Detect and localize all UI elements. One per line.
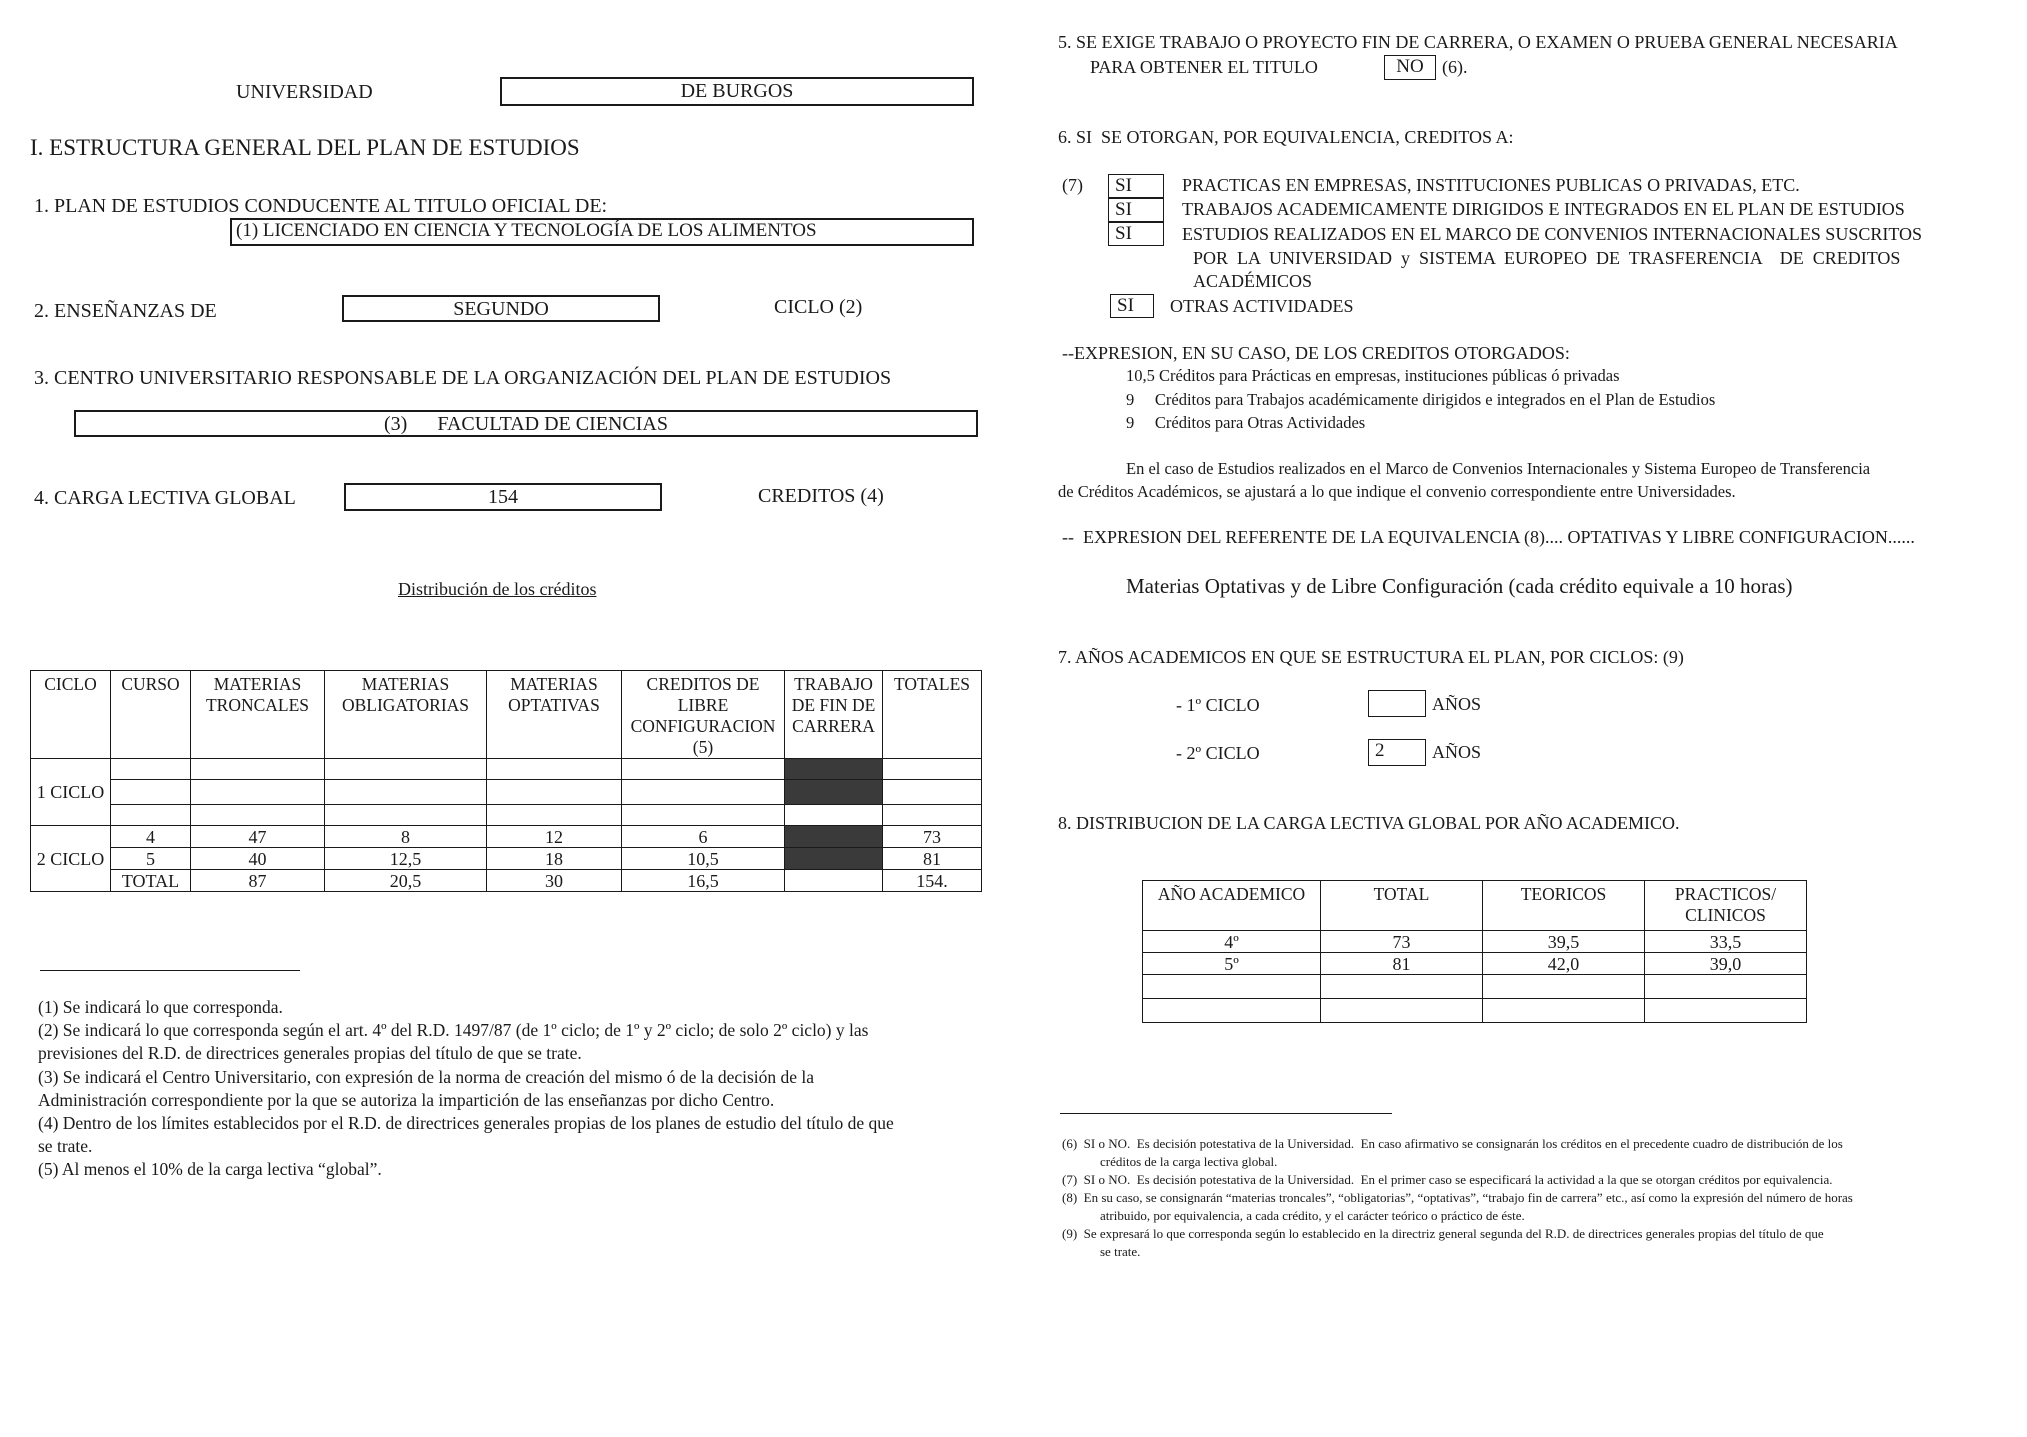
option-text: OTRAS ACTIVIDADES — [1170, 296, 1354, 316]
expresion-item: 9 Créditos para Trabajos académicamente dirigidos e integrados en el Plan de Estudios — [1126, 390, 1716, 409]
ciclo1-label: - 1º CICLO — [1176, 695, 1260, 715]
header-cell: MATERIAS OBLIGATORIAS — [325, 671, 487, 759]
table-cell: 12 — [487, 826, 622, 848]
item5-box: NO — [1384, 55, 1436, 80]
table-cell: 42,0 — [1483, 953, 1645, 975]
item1-label: 1. PLAN DE ESTUDIOS CONDUCENTE AL TITULO OFICIAL DE: — [34, 195, 608, 217]
expresion-item: 10,5 Créditos para Prácticas en empresas, instituciones públicas ó privadas — [1126, 366, 1620, 385]
table-header-row — [31, 671, 982, 759]
table-cell: 81 — [883, 848, 982, 870]
table-cell — [1321, 999, 1483, 1023]
ensenanzas-field: SEGUNDO — [342, 295, 660, 322]
table-cell — [1143, 975, 1321, 999]
table-row — [1143, 975, 1807, 999]
distribucion-title: Distribución de los créditos — [398, 579, 597, 599]
table-cell — [1483, 975, 1645, 999]
item4-suffix: CREDITOS (4) — [758, 485, 884, 507]
item2-label: 2. ENSEÑANZAS DE — [34, 300, 217, 322]
anos-label: AÑOS — [1432, 694, 1482, 714]
centro-field: (3) FACULTAD DE CIENCIAS — [74, 410, 978, 437]
footnote: (1) Se indicará lo que corresponda. — [38, 997, 283, 1017]
header-cell: TOTALES — [883, 671, 982, 759]
item5-line2: PARA OBTENER EL TITULO — [1090, 57, 1318, 77]
footnote: (6) SI o NO. Es decisión potestativa de la Universidad. En caso afirmativo se consignarán los créditos en el precedente cuadro de distribución de los — [1062, 1136, 1843, 1151]
table-cell: 10,5 — [622, 848, 785, 870]
header-cell: TOTAL — [1321, 881, 1483, 931]
titulo-field: (1) LICENCIADO EN CIENCIA Y TECNOLOGÍA DE LOS ALIMENTOS — [230, 218, 974, 246]
table-cell — [1645, 975, 1807, 999]
convenio-text: de Créditos Académicos, se ajustará a lo que indique el convenio correspondiente entre Universidades. — [1058, 482, 1736, 501]
section-title: I. ESTRUCTURA GENERAL DEL PLAN DE ESTUDIOS — [30, 135, 580, 160]
header-cell: CURSO — [111, 671, 191, 759]
footnote: (7) SI o NO. Es decisión potestativa de la Universidad. En el primer caso se especificará la actividad a la que se otorgan créditos por equivalencia. — [1062, 1172, 1833, 1187]
footnote: se trate. — [38, 1136, 93, 1156]
ciclo-cell: 1 CICLO — [31, 759, 111, 826]
table-cell: 81 — [1321, 953, 1483, 975]
header-cell: TRABAJO DE FIN DE CARRERA — [785, 671, 883, 759]
footnote: atribuido, por equivalencia, a cada crédito, y el carácter teórico o práctico de éste. — [1100, 1208, 1525, 1223]
creditos-table — [30, 670, 982, 892]
footnote: (3) Se indicará el Centro Universitario, con expresión de la norma de creación del mismo ó de la decisión de la — [38, 1067, 815, 1087]
universidad-label: UNIVERSIDAD — [236, 81, 373, 103]
item4-label: 4. CARGA LECTIVA GLOBAL — [34, 487, 296, 509]
universidad-field: DE BURGOS — [500, 77, 974, 106]
table-row — [31, 805, 982, 826]
table-cell: 12,5 — [325, 848, 487, 870]
table-row — [1143, 999, 1807, 1023]
expresion-label: --EXPRESION, EN SU CASO, DE LOS CREDITOS OTORGADOS: — [1062, 343, 1570, 363]
footnote-divider — [40, 970, 300, 971]
si-box: SI — [1108, 198, 1164, 222]
convenio-text: En el caso de Estudios realizados en el Marco de Convenios Internacionales y Sistema Europeo de Transferencia — [1126, 459, 1871, 478]
footnote: (8) En su caso, se consignarán “materias troncales”, “obligatorias”, “optativas”, “trabajo fin de carrera” etc., así como la expresión del número de horas — [1062, 1190, 1853, 1205]
table-cell: 5 — [111, 848, 191, 870]
table-row — [31, 848, 982, 870]
referente-value: Materias Optativas y de Libre Configuración (cada crédito equivale a 10 horas) — [1126, 574, 1793, 598]
footnote-divider — [1060, 1113, 1392, 1114]
table-cell: 18 — [487, 848, 622, 870]
table-cell — [1321, 975, 1483, 999]
footnote: previsiones del R.D. de directrices generales propias del título de que se trate. — [38, 1043, 582, 1063]
header-cell: PRACTICOS/ CLINICOS — [1645, 881, 1807, 931]
table-cell — [1483, 999, 1645, 1023]
referente-label: -- EXPRESION DEL REFERENTE DE LA EQUIVALENCIA (8).... OPTATIVAS Y LIBRE CONFIGURACION...... — [1062, 527, 1915, 547]
table-cell: 5º — [1143, 953, 1321, 975]
table-cell: 39,0 — [1645, 953, 1807, 975]
header-cell: CREDITOS DE LIBRE CONFIGURACION (5) — [622, 671, 785, 759]
option-text: ESTUDIOS REALIZADOS EN EL MARCO DE CONVENIOS INTERNACIONALES SUSCRITOS — [1182, 224, 1923, 244]
option-text: PRACTICAS EN EMPRESAS, INSTITUCIONES PUBLICAS O PRIVADAS, ETC. — [1182, 175, 1800, 195]
table-row — [31, 759, 982, 780]
table-cell: 4 — [111, 826, 191, 848]
table-cell: 40 — [191, 848, 325, 870]
footnote: (2) Se indicará lo que corresponda según el art. 4º del R.D. 1497/87 (de 1º ciclo; de 1º y 2º ciclo; de solo 2º ciclo) y las — [38, 1020, 869, 1040]
table-row — [1143, 931, 1807, 953]
header-cell: MATERIAS OPTATIVAS — [487, 671, 622, 759]
table-cell: 87 — [191, 870, 325, 892]
table-row — [31, 826, 982, 848]
option-text-cont: ACADÉMICOS — [1193, 271, 1313, 291]
table-cell: 6 — [622, 826, 785, 848]
table-cell — [785, 870, 883, 892]
table-row — [31, 870, 982, 892]
table-cell: 30 — [487, 870, 622, 892]
table-header-row — [1143, 881, 1807, 931]
footnote: (4) Dentro de los límites establecidos por el R.D. de directrices generales propias de los planes de estudio del título de que — [38, 1113, 894, 1133]
header-cell: CICLO — [31, 671, 111, 759]
table-row — [1143, 953, 1807, 975]
option-text-cont: POR LA UNIVERSIDAD y SISTEMA EUROPEO DE TRASFERENCIA DE CREDITOS — [1193, 248, 1901, 268]
item8-label: 8. DISTRIBUCION DE LA CARGA LECTIVA GLOBAL POR AÑO ACADEMICO. — [1058, 813, 1680, 833]
table-cell: 47 — [191, 826, 325, 848]
si-box: SI — [1108, 222, 1164, 246]
footnote: (5) Al menos el 10% de la carga lectiva “global”. — [38, 1159, 382, 1179]
table-cell: 39,5 — [1483, 931, 1645, 953]
table-cell: 20,5 — [325, 870, 487, 892]
expresion-item: 9 Créditos para Otras Actividades — [1126, 413, 1366, 432]
item3-label: 3. CENTRO UNIVERSITARIO RESPONSABLE DE LA ORGANIZACIÓN DEL PLAN DE ESTUDIOS — [34, 367, 892, 389]
item5-suffix: (6). — [1442, 57, 1468, 77]
option-text: TRABAJOS ACADEMICAMENTE DIRIGIDOS E INTEGRADOS EN EL PLAN DE ESTUDIOS — [1182, 199, 1905, 219]
anos-label: AÑOS — [1432, 742, 1482, 762]
ciclo-cell: 2 CICLO — [31, 826, 111, 892]
header-cell: MATERIAS TRONCALES — [191, 671, 325, 759]
table-cell — [1143, 999, 1321, 1023]
header-cell: AÑO ACADEMICO — [1143, 881, 1321, 931]
si-box: SI — [1110, 294, 1154, 318]
si-box: SI — [1108, 174, 1164, 198]
table-cell: 73 — [1321, 931, 1483, 953]
table-cell — [785, 848, 883, 870]
footnote: (9) Se expresará lo que corresponda según lo establecido en la directriz general segunda del R.D. de directrices generales propias del título de que — [1062, 1226, 1824, 1241]
ciclo1-box — [1368, 690, 1426, 717]
item5-line1: 5. SE EXIGE TRABAJO O PROYECTO FIN DE CARRERA, O EXAMEN O PRUEBA GENERAL NECESARIA — [1058, 32, 1898, 52]
table-cell — [1645, 999, 1807, 1023]
table-cell: 154. — [883, 870, 982, 892]
table-cell: 16,5 — [622, 870, 785, 892]
ciclo2-box: 2 — [1368, 739, 1426, 766]
table-cell: 33,5 — [1645, 931, 1807, 953]
footnote: créditos de la carga lectiva global. — [1100, 1154, 1278, 1169]
carga-table — [1142, 880, 1807, 1023]
table-cell: TOTAL — [111, 870, 191, 892]
item6-label: 6. SI SE OTORGAN, POR EQUIVALENCIA, CREDITOS A: — [1058, 127, 1514, 147]
table-cell: 8 — [325, 826, 487, 848]
table-row — [31, 780, 982, 805]
carga-field: 154 — [344, 483, 662, 511]
table-cell: 4º — [1143, 931, 1321, 953]
item6-ref: (7) — [1062, 175, 1083, 195]
footnote: se trate. — [1100, 1244, 1141, 1259]
table-cell — [785, 826, 883, 848]
item7-label: 7. AÑOS ACADEMICOS EN QUE SE ESTRUCTURA EL PLAN, POR CICLOS: (9) — [1058, 647, 1684, 667]
header-cell: TEORICOS — [1483, 881, 1645, 931]
item2-suffix: CICLO (2) — [774, 296, 863, 318]
footnote: Administración correspondiente por la que se autoriza la impartición de las enseñanzas por dicho Centro. — [38, 1090, 775, 1110]
table-cell: 73 — [883, 826, 982, 848]
ciclo2-label: - 2º CICLO — [1176, 743, 1260, 763]
